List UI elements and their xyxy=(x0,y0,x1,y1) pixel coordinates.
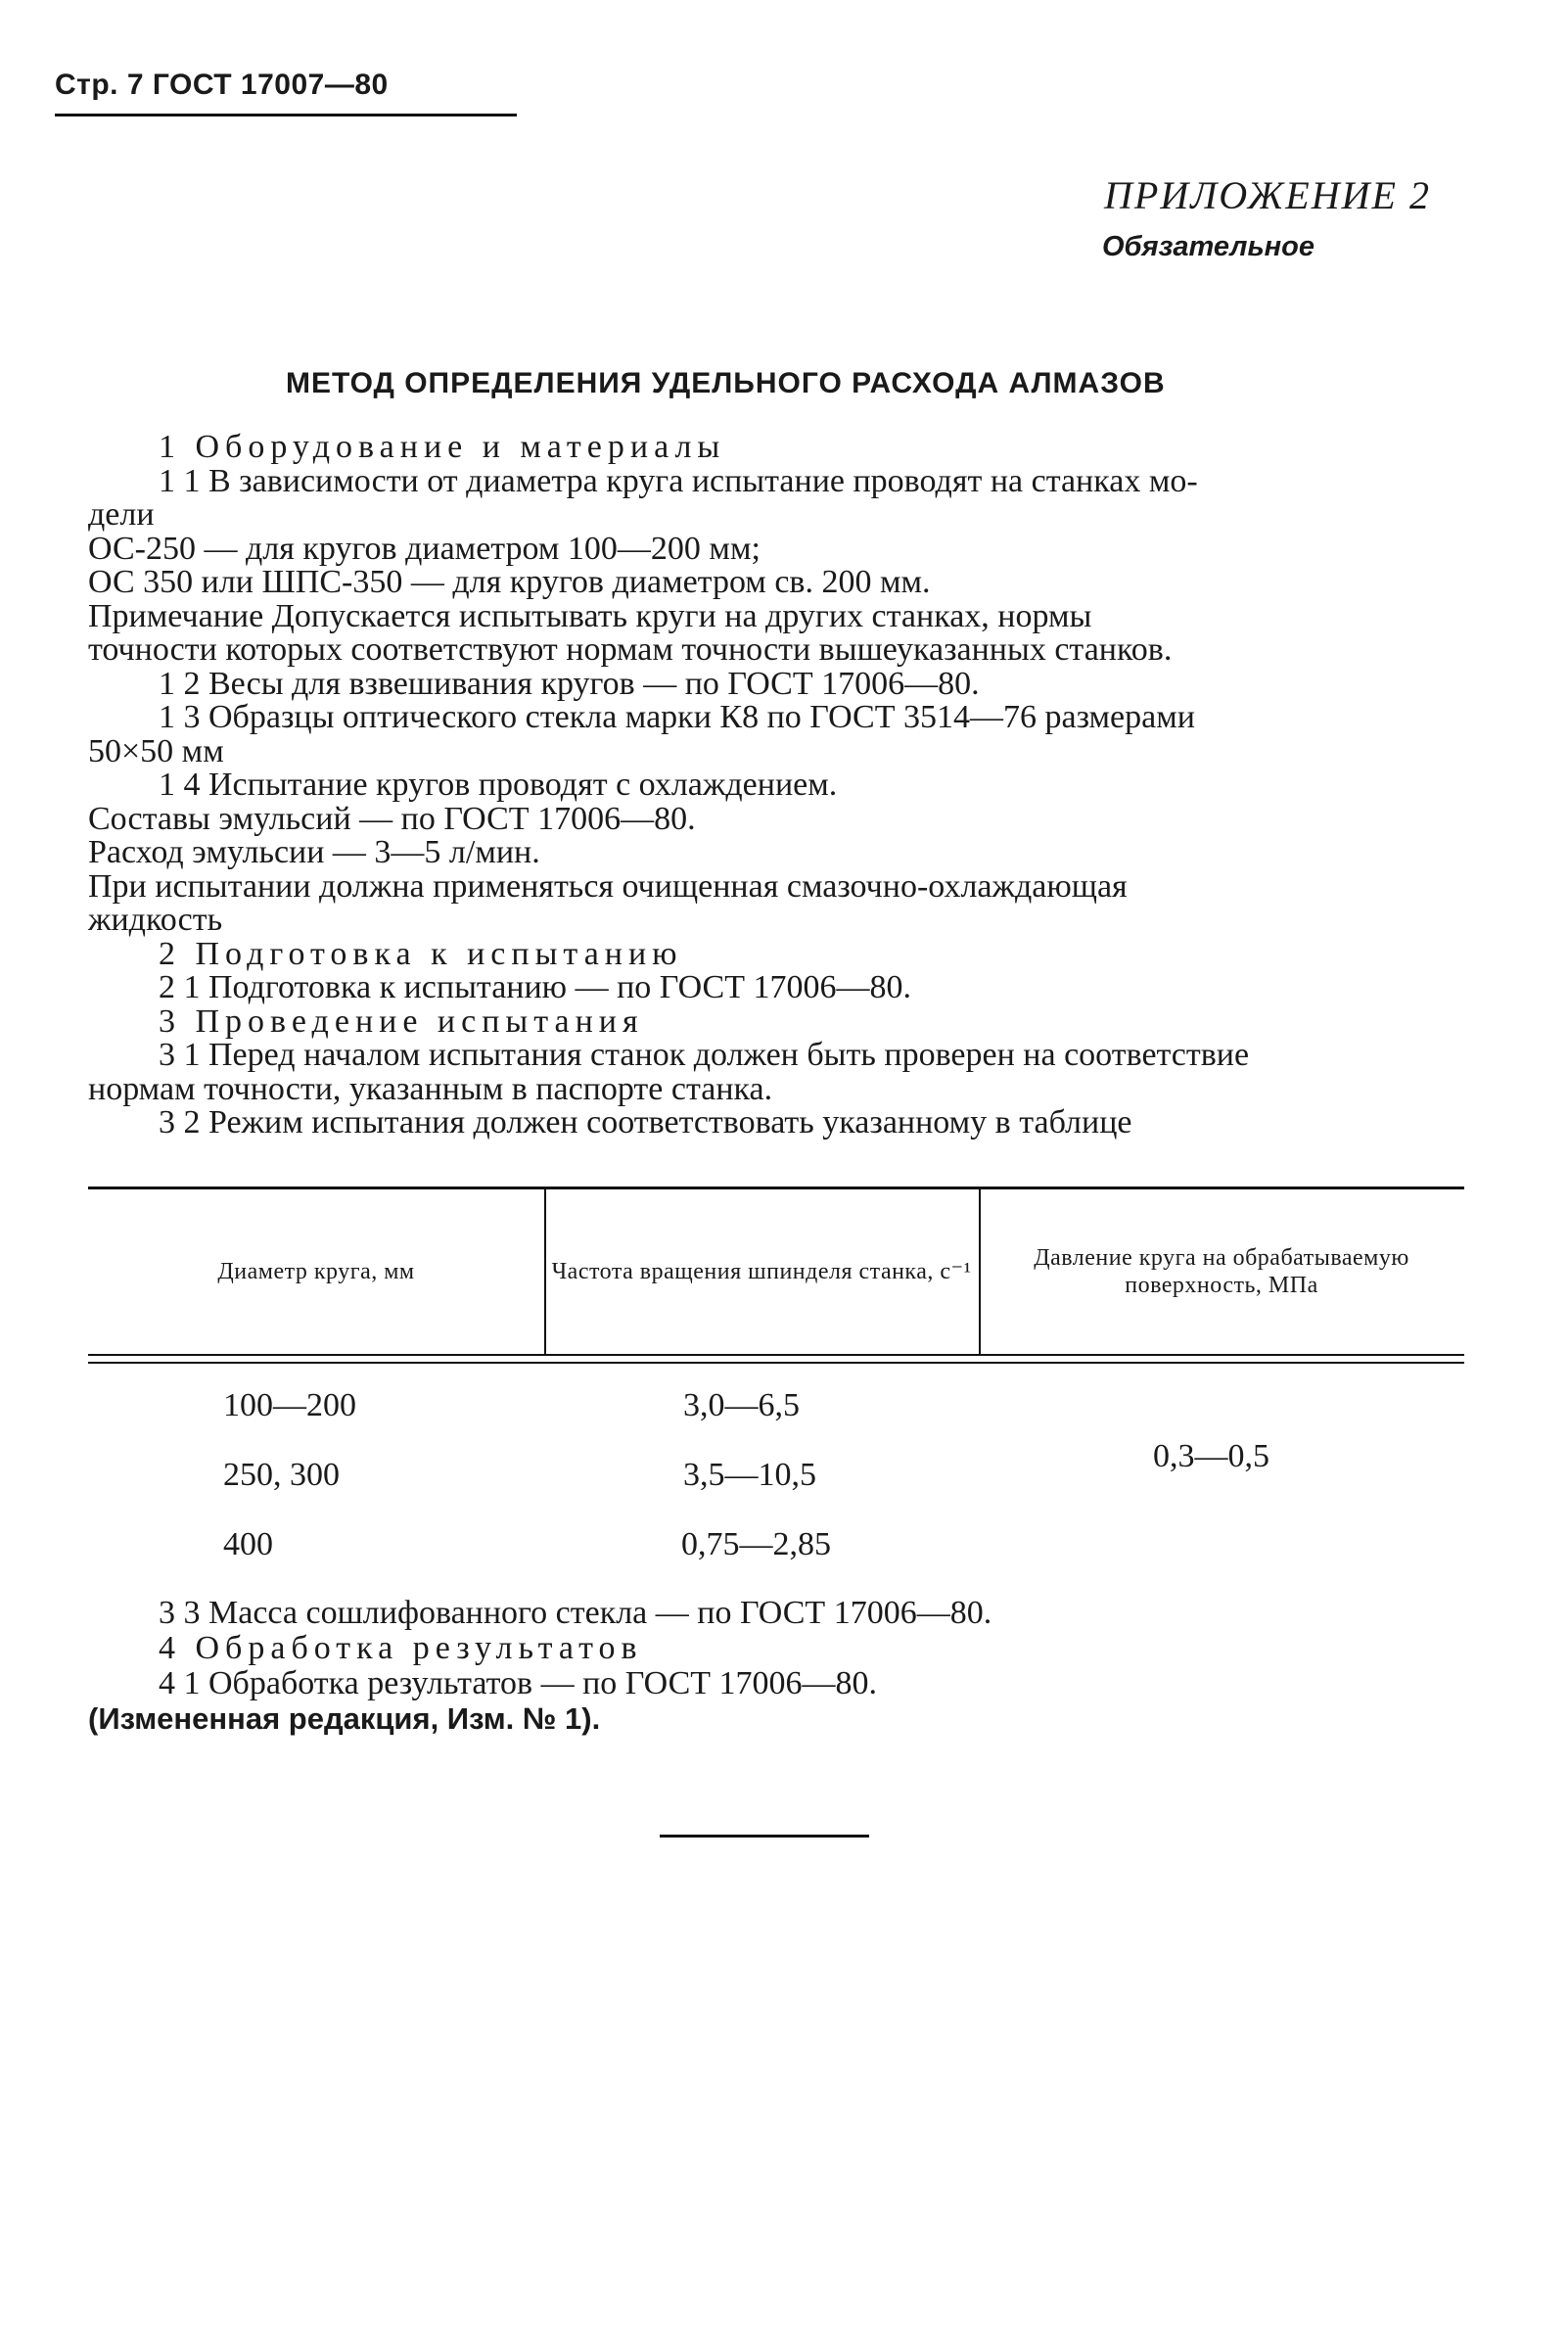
end-rule xyxy=(660,1835,869,1838)
paragraph-line: 1 4 Испытание кругов проводят с охлаждением. xyxy=(159,767,838,803)
machine-line: ОС-250 — для кругов диаметром 100—200 мм; xyxy=(88,530,761,567)
cell-diameter: 250, 300 xyxy=(223,1457,340,1493)
table-body xyxy=(88,1364,1464,1575)
closing-section xyxy=(88,1596,1464,1737)
machine-line: ОС 350 или ШПС-350 — для кругов диаметром св. 200 мм. xyxy=(88,564,931,600)
cell-speed: 3,5—10,5 xyxy=(683,1457,816,1493)
amendment-note: (Измененная редакция, Изм. № 1). xyxy=(88,1701,601,1736)
section-heading: 3 Проведение испытания xyxy=(159,1002,644,1040)
cell-speed: 0,75—2,85 xyxy=(681,1526,831,1562)
paragraph-line: 3 3 Масса сошлифованного стекла — по ГОСТ 17006—80. xyxy=(159,1595,992,1631)
table-header-double-rule xyxy=(88,1354,1464,1364)
note-line: Примечание Допускается испытывать круги на других станках, нормы xyxy=(88,597,1092,634)
note-line: точности которых соответствуют нормам точности вышеуказанных станков. xyxy=(88,631,1173,668)
paragraph-line: Расход эмульсии — 3—5 л/мин. xyxy=(88,834,540,870)
appendix-title: ПРИЛОЖЕНИЕ 2 xyxy=(1104,173,1431,217)
section-heading: 1 Оборудование и материалы xyxy=(159,429,726,465)
paragraph-line: 1 1 В зависимости от диаметра круга испытание проводят на станках мо- xyxy=(159,462,1198,499)
document-body xyxy=(88,431,1464,1140)
paragraph-line: жидкость xyxy=(88,902,223,938)
header-pressure: Давление круга на обрабатываемую поверхность, МПа xyxy=(1034,1245,1409,1298)
paragraph-line: 1 2 Весы для взвешивания кругов — по ГОСТ 17006—80. xyxy=(159,665,980,702)
cell-pressure: 0,3—0,5 xyxy=(1153,1438,1269,1474)
paragraph-line: 3 1 Перед началом испытания станок должен быть проверен на соответствие xyxy=(159,1037,1250,1073)
paragraph-line: Составы эмульсий — по ГОСТ 17006—80. xyxy=(88,800,696,837)
section-heading: 2 Подготовка к испытанию xyxy=(159,935,683,972)
paragraph-line: нормам точности, указанным в паспорте станка. xyxy=(88,1070,773,1107)
document-title: МЕТОД ОПРЕДЕЛЕНИЯ УДЕЛЬНОГО РАСХОДА АЛМАЗОВ xyxy=(286,367,1166,399)
table-header xyxy=(88,1189,1464,1354)
cell-speed: 3,0—6,5 xyxy=(683,1387,800,1423)
cell-diameter: 100—200 xyxy=(223,1387,356,1423)
header-diameter: Диаметр круга, мм xyxy=(217,1259,415,1284)
paragraph-line: 3 2 Режим испытания должен соответствовать указанному в таблице xyxy=(159,1104,1132,1140)
paragraph-line: 2 1 Подготовка к испытанию — по ГОСТ 17006—80. xyxy=(159,969,912,1005)
paragraph-line: 50×50 мм xyxy=(88,732,224,769)
paragraph-line: При испытании должна применяться очищенная смазочно-охлаждающая xyxy=(88,867,1128,905)
paragraph-line: 1 3 Образцы оптического стекла марки К8 по ГОСТ 3514—76 размерами xyxy=(159,699,1195,735)
header-spindle-speed: Частота вращения шпинделя станка, с⁻¹ xyxy=(551,1259,972,1284)
section-heading: 4 Обработка результатов xyxy=(159,1630,643,1666)
paragraph-line: 4 1 Обработка результатов — по ГОСТ 17006—80. xyxy=(159,1665,878,1701)
appendix-status: Обязательное xyxy=(1102,231,1315,262)
header-rule xyxy=(55,114,517,116)
cell-diameter: 400 xyxy=(223,1526,273,1562)
paragraph-line: дели xyxy=(88,496,155,533)
test-mode-table xyxy=(88,1187,1464,1575)
page-header: Стр. 7 ГОСТ 17007—80 xyxy=(55,69,389,101)
